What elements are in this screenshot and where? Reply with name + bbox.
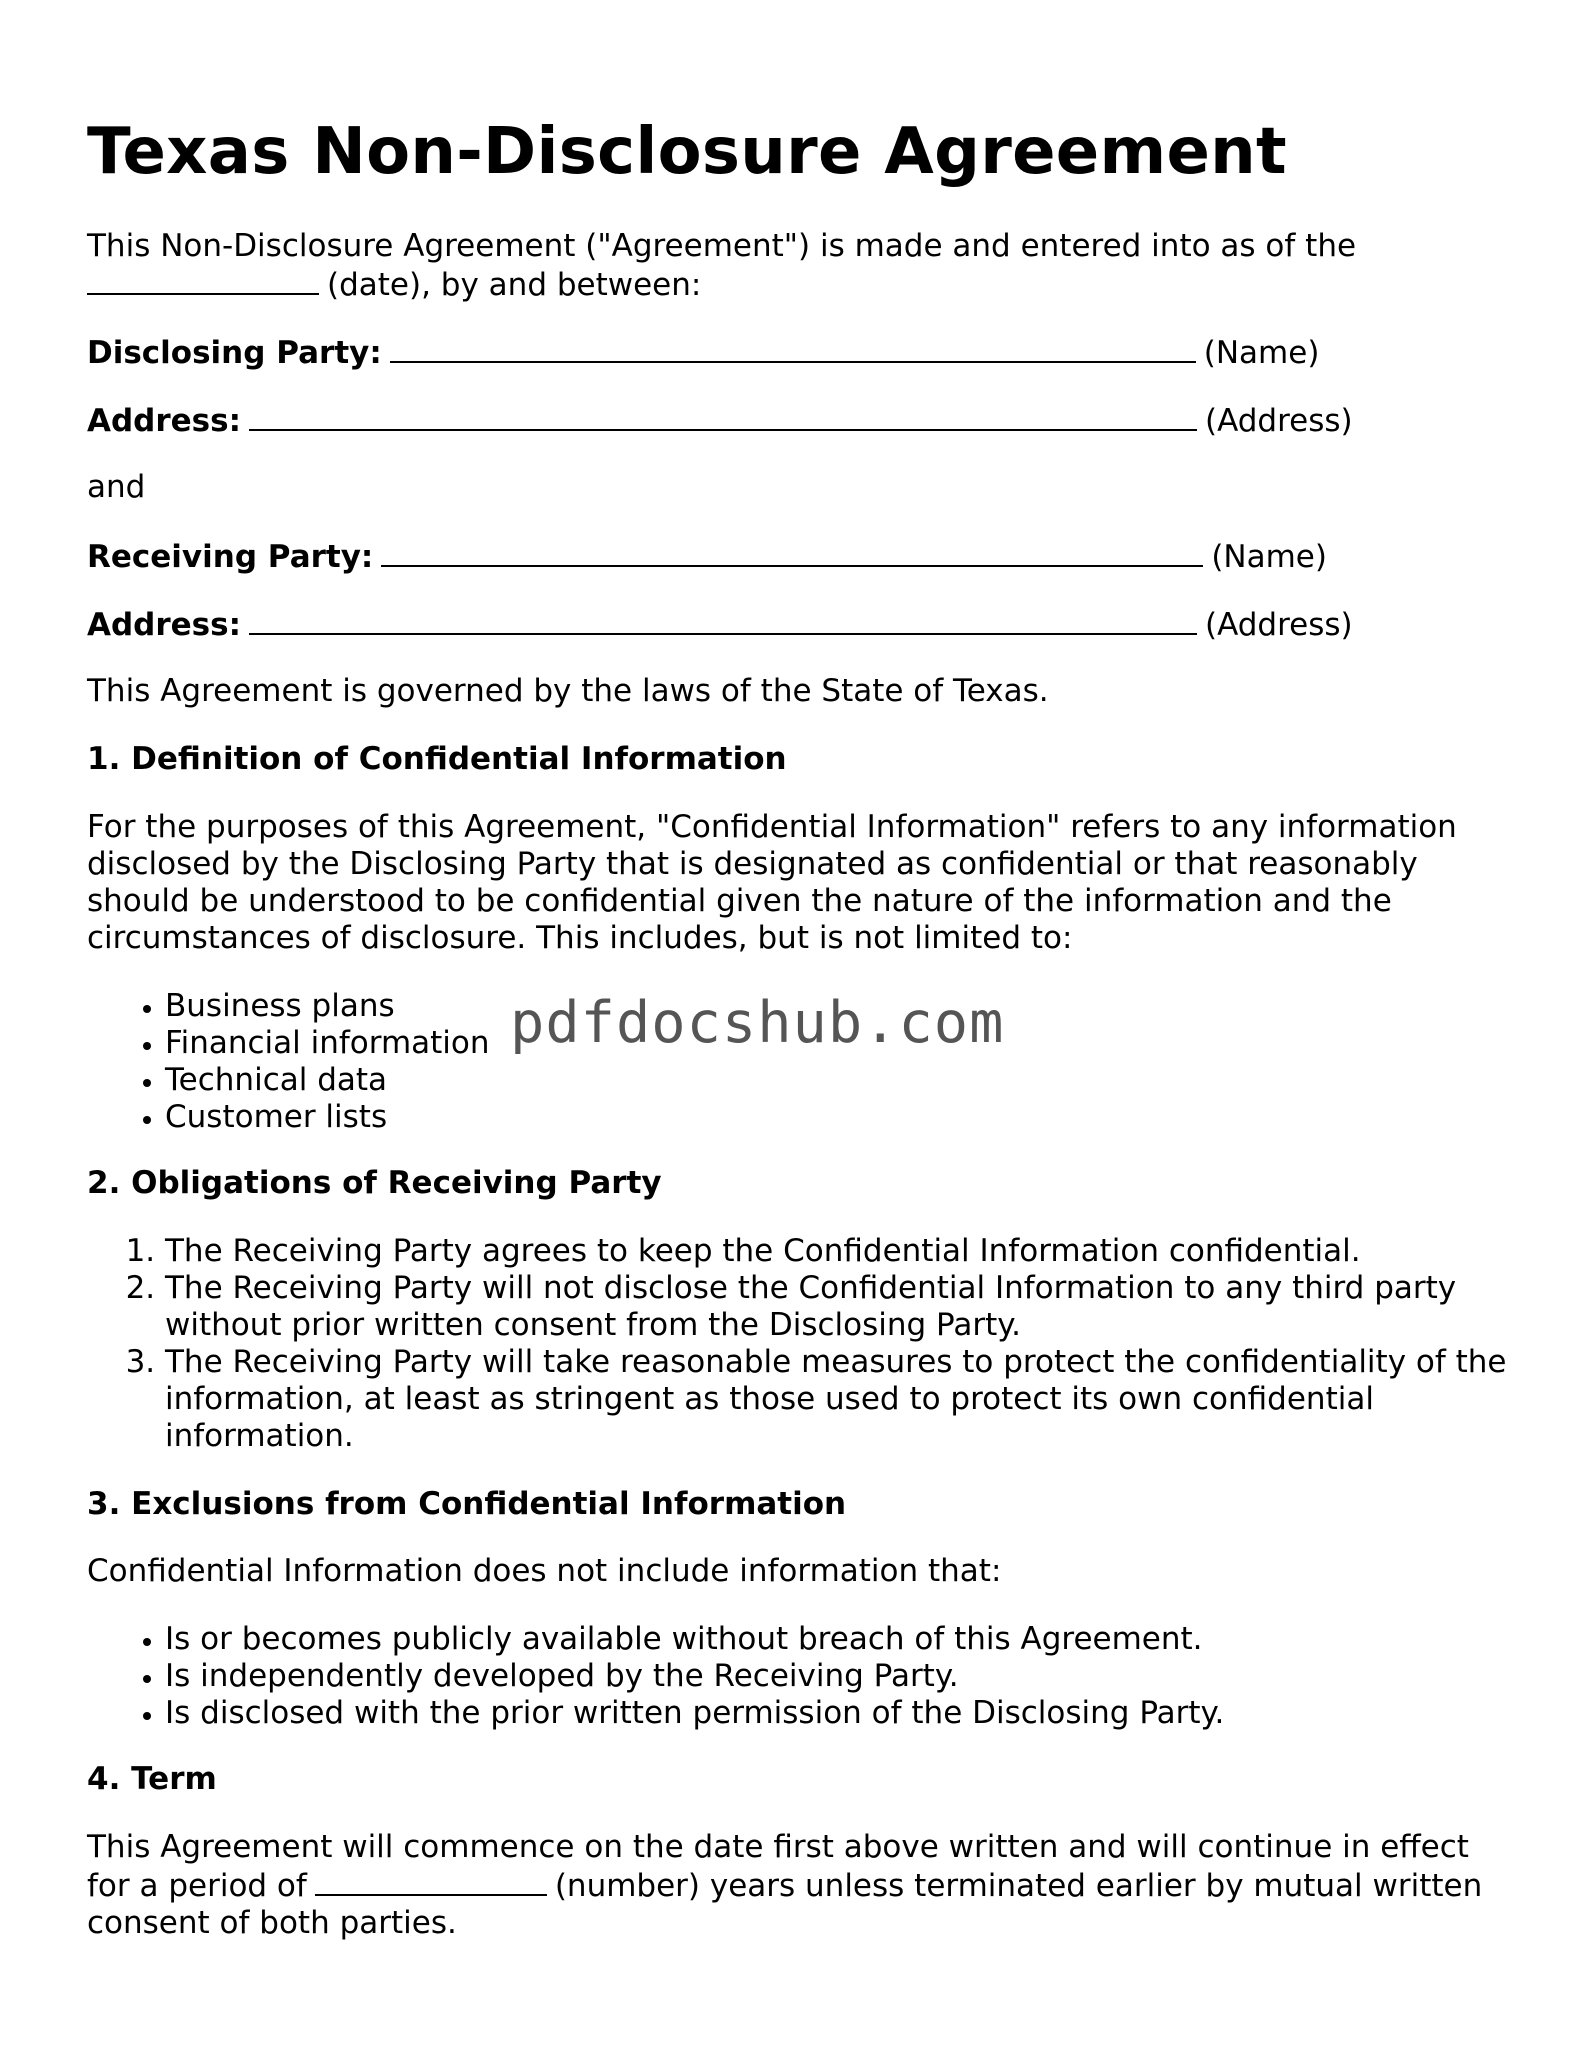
section-3-heading: 3. Exclusions from Confidential Information [87,1486,847,1522]
disclosing-party-hint: (Name) [1203,335,1320,371]
disclosing-address-row [87,401,1507,440]
disclosing-party-name-field[interactable] [390,333,1196,363]
section-4-heading: 4. Term [87,1761,217,1797]
intro-line-2 [87,265,1507,304]
receiving-address-hint: (Address) [1205,607,1353,643]
list-item: • Customer lists [165,1099,1585,1136]
disclosing-address-field[interactable] [249,401,1197,431]
section-4-text-part1: This Agreement will commence on the date first above written and will continue in effect for a period of [87,1829,1469,1904]
list-item: • Business plans [165,988,1585,1025]
section-2-list [87,1233,1545,1455]
list-item: 1. The Receiving Party agrees to keep the Confidential Information confidential. [165,1233,1545,1270]
receiving-party-row [87,537,1507,576]
receiving-party-hint: (Name) [1211,539,1327,575]
list-item: 2. The Receiving Party will not disclose the Confidential Information to any third party without prior written consent from the Disclosing Party. [165,1270,1545,1344]
list-item: • Technical data [165,1062,1585,1099]
receiving-address-label: Address: [87,607,241,643]
term-years-blank-field[interactable] [315,1866,547,1896]
section-1-heading: 1. Definition of Confidential Information [87,741,787,777]
watermark-text: pdfdocshub.com [510,990,1005,1056]
section-3-list [87,1621,1585,1732]
intro-paragraph [87,228,1507,304]
section-4-body [87,1829,1492,1942]
intro-date-suffix: (date), by and between: [327,267,702,303]
list-item: • Financial information [165,1025,1585,1062]
section-1-body: For the purposes of this Agreement, "Confidential Information" refers to any information disclosed by the Disclosing Party that is designated as confidential or that reasonably should be understood to be confidential given the nature of the information and the circumstances of disclosure. This includes, but is not limited to: [87,809,1457,956]
governing-law-text: This Agreement is governed by the laws of the State of Texas. [87,673,1049,709]
section-2-heading: 2. Obligations of Receiving Party [87,1165,662,1201]
intro-line-1: This Non-Disclosure Agreement ("Agreement") is made and entered into as of the [87,228,1357,264]
date-blank-field[interactable] [87,265,319,295]
list-item: • Is or becomes publicly available without breach of this Agreement. [165,1621,1585,1658]
receiving-party-label: Receiving Party: [87,539,374,575]
section-4-text-part2: (number) years unless terminated earlier by mutual written consent of both parties. [87,1868,1483,1941]
disclosing-address-label: Address: [87,403,241,439]
disclosing-address-hint: (Address) [1205,403,1353,439]
list-item: • Is disclosed with the prior written permission of the Disclosing Party. [165,1695,1585,1732]
section-3-body: Confidential Information does not include information that: [87,1553,1002,1589]
receiving-party-name-field[interactable] [381,537,1203,567]
disclosing-party-row [87,333,1507,372]
document-title: Texas Non-Disclosure Agreement [87,115,1287,189]
list-item: • Is independently developed by the Receiving Party. [165,1658,1585,1695]
receiving-address-field[interactable] [249,605,1197,635]
and-text: and [87,469,146,505]
receiving-address-row [87,605,1507,644]
disclosing-party-label: Disclosing Party: [87,335,382,371]
list-item: 3. The Receiving Party will take reasonable measures to protect the confidentiality of the information, at least as stringent as those used to protect its own confidential information. [165,1344,1545,1455]
